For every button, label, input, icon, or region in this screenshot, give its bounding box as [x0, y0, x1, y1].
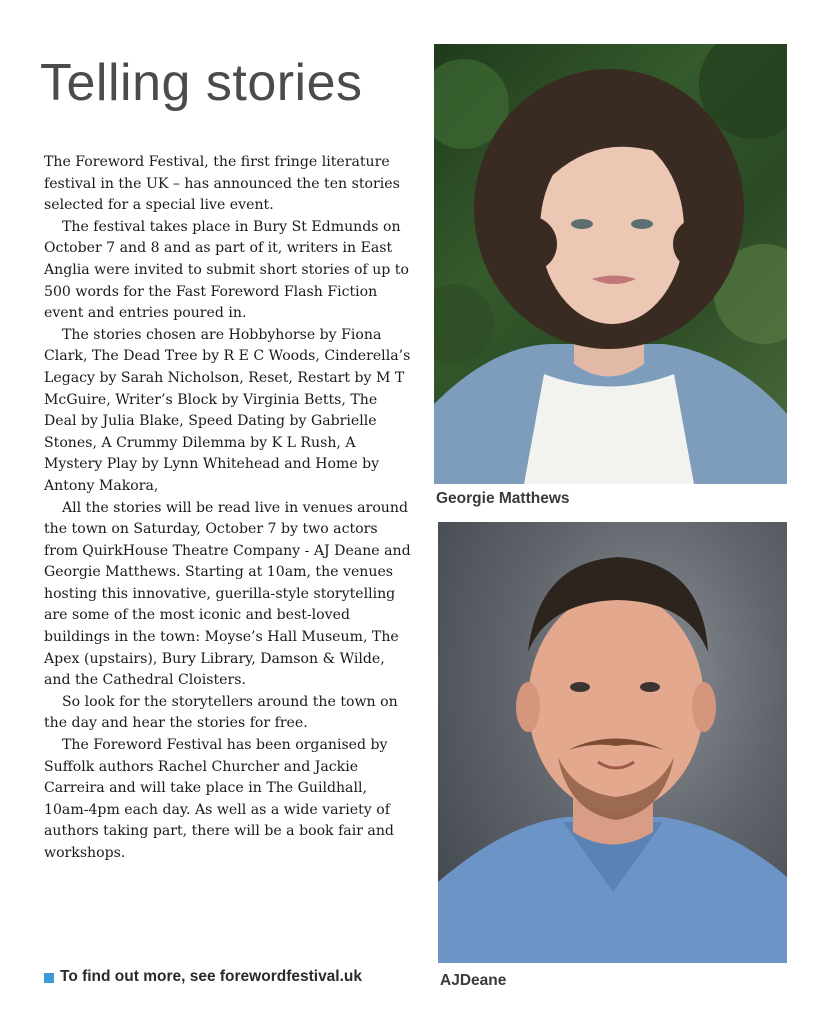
paragraph: The festival takes place in Bury St Edmunds on October 7 and 8 and as part of it, writers in East Anglia were invited to submit short stories of up to 500 words for the Fast Foreword Flash Fiction event and entries poured in.	[44, 218, 409, 322]
paragraph: The Foreword Festival has been organised by Suffolk authors Rachel Churcher and Jackie Carreira and will take place in The Guildhall, 10am-4pm each day. As well as a wide variety of authors taking part, there will be a book fair and workshops.	[44, 737, 394, 861]
more-info-line	[44, 968, 362, 986]
photo-caption: AJDeane	[440, 972, 507, 989]
portrait-woman-illustration	[434, 44, 787, 484]
article-title: Telling stories	[40, 54, 363, 112]
paragraph: The Foreword Festival, the first fringe literature festival in the UK – has announced the ten stories selected for a special live event.	[44, 154, 400, 214]
paragraph: So look for the storytellers around the town on the day and hear the stories for free.	[44, 693, 398, 732]
article-body	[44, 152, 412, 865]
paragraph: The stories chosen are Hobbyhorse by Fiona Clark, The Dead Tree by R E C Woods, Cinderella’s Legacy by Sarah Nicholson, Reset, Restart by M T McGuire, Writer’s Block by Virginia Betts, The Deal by Julia Blake, Speed Dating by Gabrielle Stones, A Crummy Dilemma by K L Rush, A Mystery Play by Lynn Whitehead and Home by Antony Makora,	[44, 326, 411, 494]
more-info-text: To find out more, see forewordfestival.uk	[60, 968, 363, 985]
photo-georgie-matthews	[434, 44, 787, 484]
photo-caption: Georgie Matthews	[436, 490, 570, 507]
paragraph: All the stories will be read live in venues around the town on Saturday, October 7 by two actors from QuirkHouse Theatre Company - AJ Deane and Georgie Matthews. Starting at 10am, the venues hosting this innovative, guerilla-style storytelling are some of the most iconic and best-loved buildings in the town: Moyse’s Hall Museum, The Apex (upstairs), Bury Library, Damson & Wilde, and the Cathedral Cloisters.	[44, 499, 411, 689]
photo-aj-deane	[438, 522, 787, 963]
bullet-square-icon	[44, 973, 54, 983]
portrait-man-illustration	[438, 522, 787, 963]
